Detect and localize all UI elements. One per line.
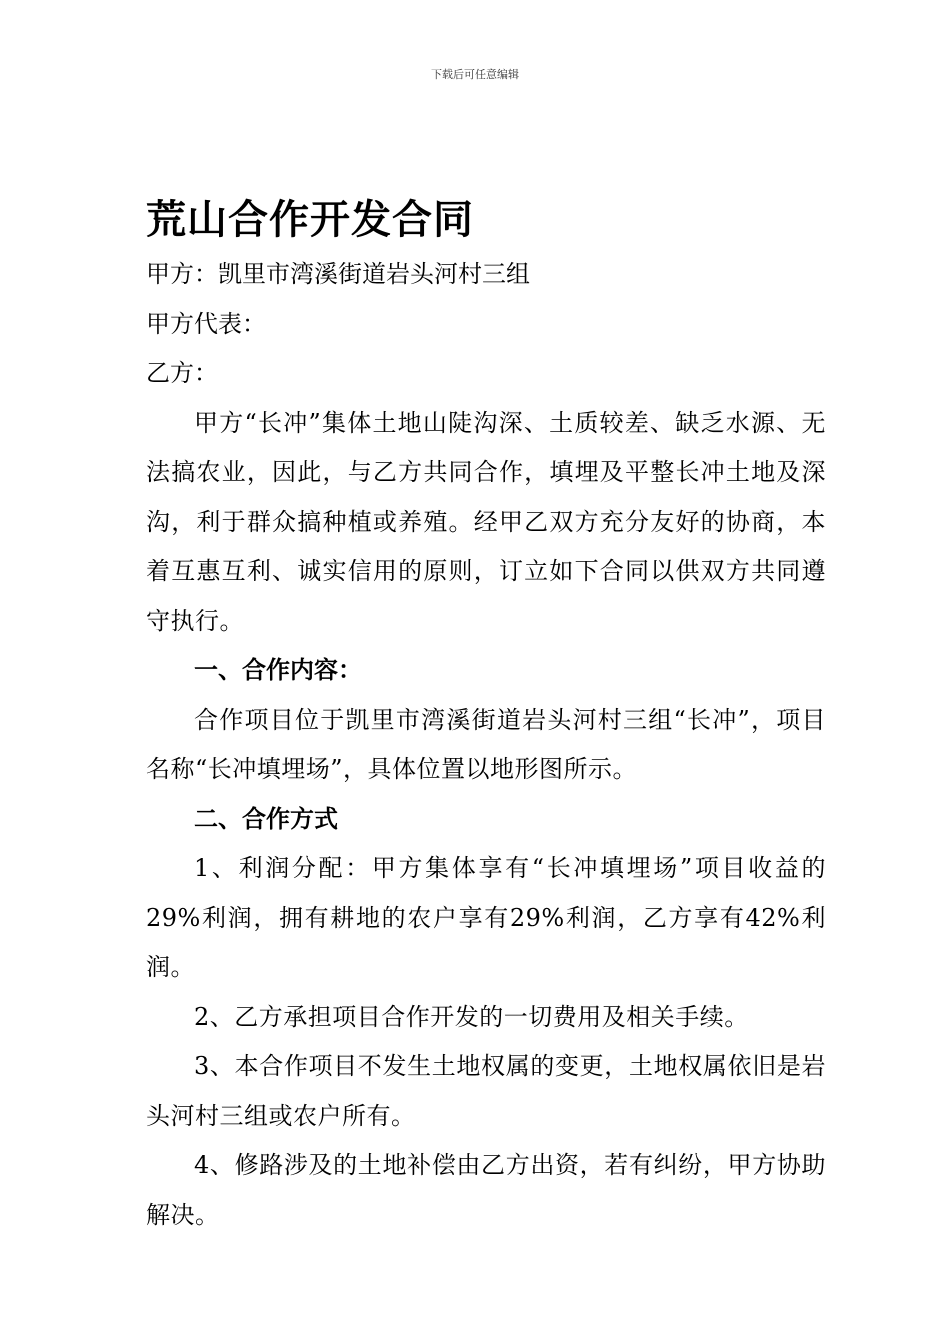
contract-body — [146, 190, 826, 1240]
header-note: 下载后可任意编辑 — [431, 68, 519, 81]
party-a-line: 甲方：凯里市湾溪街道岩头河村三组 — [146, 260, 530, 288]
clause-land-ownership: 3、本合作项目不发生土地权属的变更，土地权属依旧是岩头河村三组或农户所有。 — [146, 1052, 826, 1130]
clause-profit-distribution: 1、利润分配：甲方集体享有“长冲填埋场”项目收益的29%利润，拥有耕地的农户享有29%利润，乙方享有42%利润。 — [146, 854, 826, 981]
clause-costs: 2、乙方承担项目合作开发的一切费用及相关手续。 — [194, 1002, 749, 1031]
section-heading-cooperation-method: 二、合作方式 — [194, 804, 338, 833]
parties-block — [146, 250, 826, 399]
contract-title: 荒山合作开发合同 — [146, 196, 474, 243]
cooperation-content-paragraph: 合作项目位于凯里市湾溪街道岩头河村三组“长冲”，项目名称“长冲填埋场”，具体位置以地形图所示。 — [146, 705, 826, 783]
clause-road-compensation: 4、修路涉及的土地补偿由乙方出资，若有纠纷，甲方协助解决。 — [146, 1151, 826, 1229]
party-a-representative-line: 甲方代表： — [146, 309, 266, 338]
section-heading-cooperation-content: 一、合作内容： — [194, 656, 362, 684]
intro-paragraph: 甲方“长冲”集体土地山陡沟深、土质较差、缺乏水源、无法搞农业，因此，与乙方共同合作，填埋及平整长冲土地及深沟，利于群众搞种植或养殖。经甲乙双方充分友好的协商，本着互惠互利、诚实信用的原则，订立如下合同以供双方共同遵守执行。 — [146, 408, 826, 635]
party-b-line: 乙方： — [146, 359, 218, 387]
